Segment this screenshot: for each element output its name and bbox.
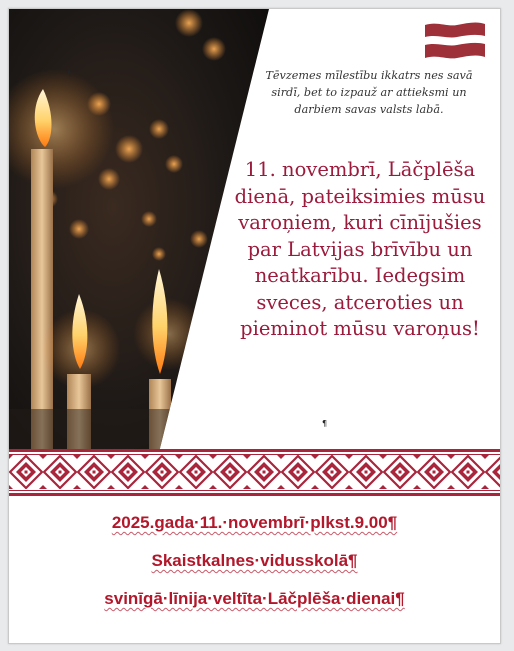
event-date-time: 2025.gada·11.·novembrī·plkst.9.00¶ (111, 513, 398, 532)
pilcrow-mark: ¶ (322, 419, 328, 428)
event-info (9, 512, 500, 626)
pilcrow-mark: ¶ (67, 69, 73, 78)
latvian-flag-icon (423, 19, 487, 63)
quote-text: Tēvzemes mīlestību ikkatrs nes savā sirdī, bet to izpauž ar attieksmi un darbiem savas valsts labā. (265, 69, 473, 116)
event-location: Skaistkalnes·vidusskolā¶ (151, 551, 358, 570)
headline-text: 11. novembrī, Lāčplēša dienā, pateiksimies mūsu varoņiem, kuri cīnījušies par Latvijas brīvību un neatkarību. Iedegsim sveces, atceroties un pieminot mūsu varoņus! (234, 158, 486, 340)
ornament-band (9, 449, 500, 498)
event-description: svinīgā·līnija·veltīta·Lāčplēša·dienai¶ (104, 589, 405, 608)
document-page (8, 8, 501, 644)
